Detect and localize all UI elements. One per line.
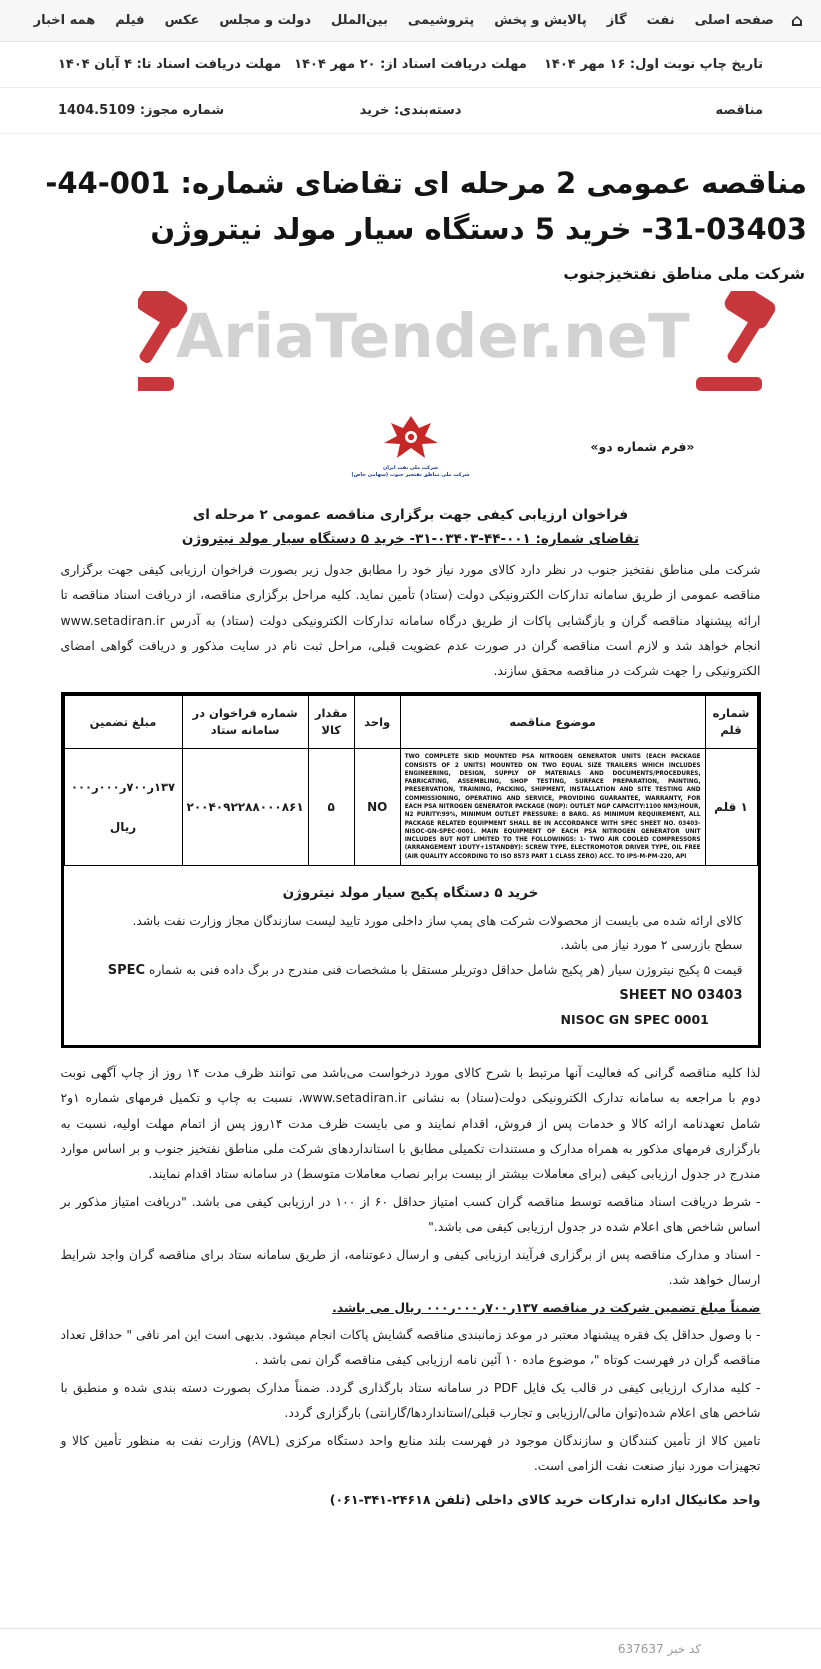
col-unit: واحد: [354, 695, 400, 749]
cell-item-number: ۱ قلم: [705, 749, 757, 865]
license-number: شماره مجوز: 1404.5109: [58, 103, 225, 118]
nav-item-refining[interactable]: پالایش و پخش: [494, 13, 587, 28]
note-price-spec: [79, 958, 743, 1009]
supply-avl-line: تامین کالا از تأمین کنندگان و سازندگان موجود در فهرست بلند منابع واحد دستگاه مرکزی (AVL) وزارت نفت به منظور تأمین کالا و تجهیزات مورد نیاز صنعت نفت الزامی است.: [60, 1432, 761, 1474]
page-footer: [0, 1628, 821, 1669]
nav-item-international[interactable]: بین‌الملل: [331, 13, 388, 28]
cell-setad-number: ۲۰۰۴۰۹۲۲۸۸۰۰۰۸۶۱: [182, 749, 308, 865]
spec-code: NISOC GN SPEC 0001: [560, 1012, 709, 1028]
document-body: [61, 1060, 761, 1513]
receive-from-date: مهلت دریافت اسناد از: ۲۰ مهر ۱۴۰۴: [294, 57, 527, 72]
watermark-text: AriaTender.neT: [176, 300, 690, 372]
table-row: [64, 749, 757, 865]
bullet-pdf-upload: - کلیه مدارک ارزیابی کیفی در قالب یک فایل PDF در سامانه ستاد بارگذاری گردد. ضمناً مدارک بصورت دسته بندی شده و منطبق با شاخص های اعلام شده(توان مالی/ارزیابی و تجارب قبلی/استانداردها/گارانتی) بارگزاری گردد.: [60, 1379, 761, 1421]
tender-table-box: [61, 692, 761, 1048]
nav-item-oil[interactable]: نفت: [646, 13, 675, 28]
page-title: مناقصه عمومی 2 مرحله ای تقاضای شماره: 001-44-03403-31- خرید 5 دستگاه سیار مولد نیتروژن: [45, 166, 807, 247]
guarantee-amount: ۱۳۷ر۷۰۰ر۰۰۰ر۰۰۰: [70, 780, 176, 795]
bullet-minimum-score: - شرط دریافت اسناد مناقصه توسط مناقصه گران کسب امتیاز حداقل ۶۰ از ۱۰۰ در ارزیابی کیفی می باشد. "دریافت امتیاز مذکور بر اساس شاخص های اعلام شده در جدول ارزیابی کیفی می باشد.": [60, 1193, 761, 1235]
spec-sheet-number: SPEC SHEET NO 03403: [107, 962, 743, 1004]
logo-caption-line2: شرکت ملی مناطق نفتخیز جنوب (سهامی خاص): [351, 472, 470, 479]
nav-item-gas[interactable]: گاز: [606, 13, 627, 28]
bullet-proposal-opening: - با وصول حداقل یک فقره پیشنهاد معتبر در موعد زمانبندی مناقصه گشایش پاکات انجام میشود. بدیهی است این امر نافی " حداقل تعداد مناقصه گران در فهرست کوتاه "، موضوع ماده ۱۰ آئین نامه ارزیابی کیفی مناقصه گران نمی باشد .: [60, 1327, 761, 1368]
logo-caption-line1: شرکت ملی نفت ایران: [382, 464, 439, 471]
col-subject: موضوع مناقصه: [400, 695, 705, 749]
news-code: کد خبر 637637: [617, 1642, 701, 1656]
purchase-summary: خرید ۵ دستگاه پکیج سیار مولد نیتروژن: [282, 884, 539, 901]
col-guarantee: مبلغ تضمین: [64, 695, 182, 749]
cell-guarantee: [64, 749, 182, 865]
document-heading: فراخوان ارزیابی کیفی جهت برگزاری مناقصه عمومی ۲ مرحله ای: [192, 506, 629, 523]
watermark-band: [0, 283, 821, 405]
nav-item-video[interactable]: فیلم: [115, 13, 145, 28]
document-header: [61, 409, 761, 501]
company-name: شرکت ملی مناطق نفتخیزجنوب: [563, 264, 805, 283]
col-item-number: شماره قلم: [705, 695, 757, 749]
receive-until-date: مهلت دریافت اسناد تا: ۴ آبان ۱۴۰۴: [58, 57, 282, 72]
document-request-number: تقاضای شماره: ۰۰۱-۴۴-۰۳۴۰۳-۳۱- خرید ۵ دستگاه سیار مولد نیتروژن: [181, 530, 640, 547]
guarantee-amount-line: ضمناً مبلغ تضمین شرکت در مناقصه ۱۳۷ر۷۰۰ر۰۰۰ر۰۰۰ ریال می باشد.: [332, 1299, 761, 1315]
nav-item-government[interactable]: دولت و مجلس: [219, 13, 312, 28]
nav-item-home[interactable]: صفحه اصلی: [694, 13, 774, 28]
category: دسته‌بندی: خرید: [359, 103, 462, 118]
gavel-icon: [688, 291, 784, 395]
form-number: «فرم شماره دو»: [590, 438, 695, 454]
nav-item-photo[interactable]: عکس: [164, 13, 200, 28]
nav-item-petrochemical[interactable]: پتروشیمی: [407, 13, 475, 28]
cell-unit: NO: [354, 749, 400, 865]
print-date: تاریخ چاپ نوبت اول: ۱۶ مهر ۱۴۰۴: [543, 57, 763, 72]
meta-row-dates: [0, 42, 821, 88]
home-icon[interactable]: ⌂: [790, 10, 803, 31]
meta-row-type: [0, 88, 821, 134]
cell-quantity: ۵: [308, 749, 354, 865]
tender-document: [61, 409, 761, 1515]
contact-line: واحد مکانیکال اداره تدارکات خرید کالای داخلی (تلفن ۲۴۶۱۸-۳۴۱-۰۶۱): [329, 1491, 761, 1507]
table-notes: [64, 866, 758, 1045]
subject-english-spec: TWO COMPLETE SKID MOUNTED PSA NITROGEN GENERATOR UNITS (EACH PACKAGE CONSISTS OF 2 UNITS) MOUNTED ON TWO EQUAL SIZE TRAILERS WHICH INCLUDES ENGINEERING, DESIGN, SUPPLY OF MATERIALS AND DOCUMENTS/PROCEDURES, FABRICATING, ASSEMBLING, SHOP TESTING, SURFACE PREPARATION, PAINTING, PRESERVATION, TRAINING, PACKING, SHIPMENT, INSTALLATION AND SITE TESTING AND COMMISSIONING, OPERATING AND SERVICE, PROVIDING GUARANTEE, WARRANTY, FOR EACH PSA NITROGEN GENERATOR PACKAGE (NGP): OUTLET NGP CAPACITY:1100 NM3/HOUR, N2 PURITY:99%, MINIMUM OUTLET PRESSURE: 8 BARG. AS MINIMUM REQUIREMENT, ALL PACKAGE RELATED EQUIPMENT SHALL BE IN ACCORDANCE WITH SPEC SHEET NO. 03403-NISOC-GN-SPEC-0001. MAIN EQUIPMENT OF EACH PSA NITROGEN GENERATOR UNIT INCLUDES BUT NOT LIMITED TO THE FOLLOWINGS: 1- TWO AIR COOLED COMPRESSORS (ARRANGEMENT 1DUTY+1STANDBY): SCREW TYPE, ELECTROMOTOR DRIVER TYPE, OIL FREE (AIR QUALITY ACCORDING TO ISO 8573 PART 1 CLASS ZERO) ACC. TO IPS-M-PM-220, API: [404, 754, 701, 860]
paragraph-registration: لذا کلیه مناقصه گرانی که فعالیت آنها مرتبط با شرح کالای مورد درخواست می‌باشد می توانند ظرف مدت ۱۴ روز از چاپ آگهی نوبت دوم با مراجعه به سامانه تدارک الکترونیکی دولت(ستاد) به نشانی www.setadiran.ir، نسبت به چاپ و تکمیل فرمهای شماره ۱و۲ شامل تعهدنامه ارائه کالا و خدمات پس از فروش، اقدام نمایند و می بایست ظرف مدت ۱۴روز پس از اتمام مهلت اولیه، نسبت به بارگزاری فرمهای مذکور به همراه مدارک و مستندات تکمیلی مطابق با استانداردهای شرکت ملی مناطق نفتخیز جنوب و بر اساس موارد مندرج در جدول ارزیابی کیفی (برای معاملات بیشتر از بیست برابر نصاب معاملات متوسط) در سامانه ستاد اقدام نمایند.: [60, 1064, 761, 1182]
col-quantity: مقدار کالا: [308, 695, 354, 749]
note-domestic-products: کالای ارائه شده می بایست از محصولات شرکت های پمپ ساز داخلی مورد تایید لیست سازندگان مجاز وزارت نفت باشد.: [132, 914, 743, 929]
bullet-documents-delivery: - اسناد و مدارک مناقصه پس از برگزاری فرآیند ارزیابی کیفی و ارسال دعوتنامه، از طریق سامانه ستاد برای مناقصه گران واجد شرایط ارسال خواهد شد.: [60, 1246, 761, 1288]
cell-subject: [400, 749, 705, 865]
document-intro: شرکت ملی مناطق نفتخیز جنوب در نظر دارد کالای مورد نیاز خود را مطابق جدول زیر بصورت فراخوان ارزیابی کیفی جهت برگزاری مناقصه عمومی از طریق سامانه تدارکات الکترونیکی دولت (ستاد) تأمین نماید. کلیه مراحل برگزاری مناقصه، از دریافت اسناد مناقصه تا ارائه پیشنهاد مناقصه گران و بازگشایی پاکات از طریق درگاه سامانه تدارکات الکترونیکی دولت (ستاد) به آدرس www.setadiran.ir انجام خواهد شد و لازم است مناقصه گران در صورت عدم عضویت قبلی، مراحل ثبت نام در سایت مذکور و دریافت گواهی امضای الکترونیکی را جهت شرکت در مناقصه محقق سازند.: [60, 561, 761, 679]
tender-table: [64, 695, 758, 866]
nav-item-all-news[interactable]: همه اخبار: [33, 13, 96, 28]
guarantee-unit: ریال: [109, 820, 137, 835]
notice-type: مناقصه: [715, 103, 763, 118]
note-price-text: قیمت ۵ پکیج نیتروژن سیار (هر پکیج شامل حداقل دوتریلر مستقل با مشخصات فنی مندرج در برگ داده فنی به شماره: [148, 962, 743, 977]
top-nav: [0, 0, 821, 42]
col-setad-number: شماره فراخوان در سامانه ستاد: [182, 695, 308, 749]
note-inspection-level: سطح بازرسی ۲ مورد نیاز می باشد.: [560, 937, 743, 952]
table-header-row: [64, 695, 757, 749]
